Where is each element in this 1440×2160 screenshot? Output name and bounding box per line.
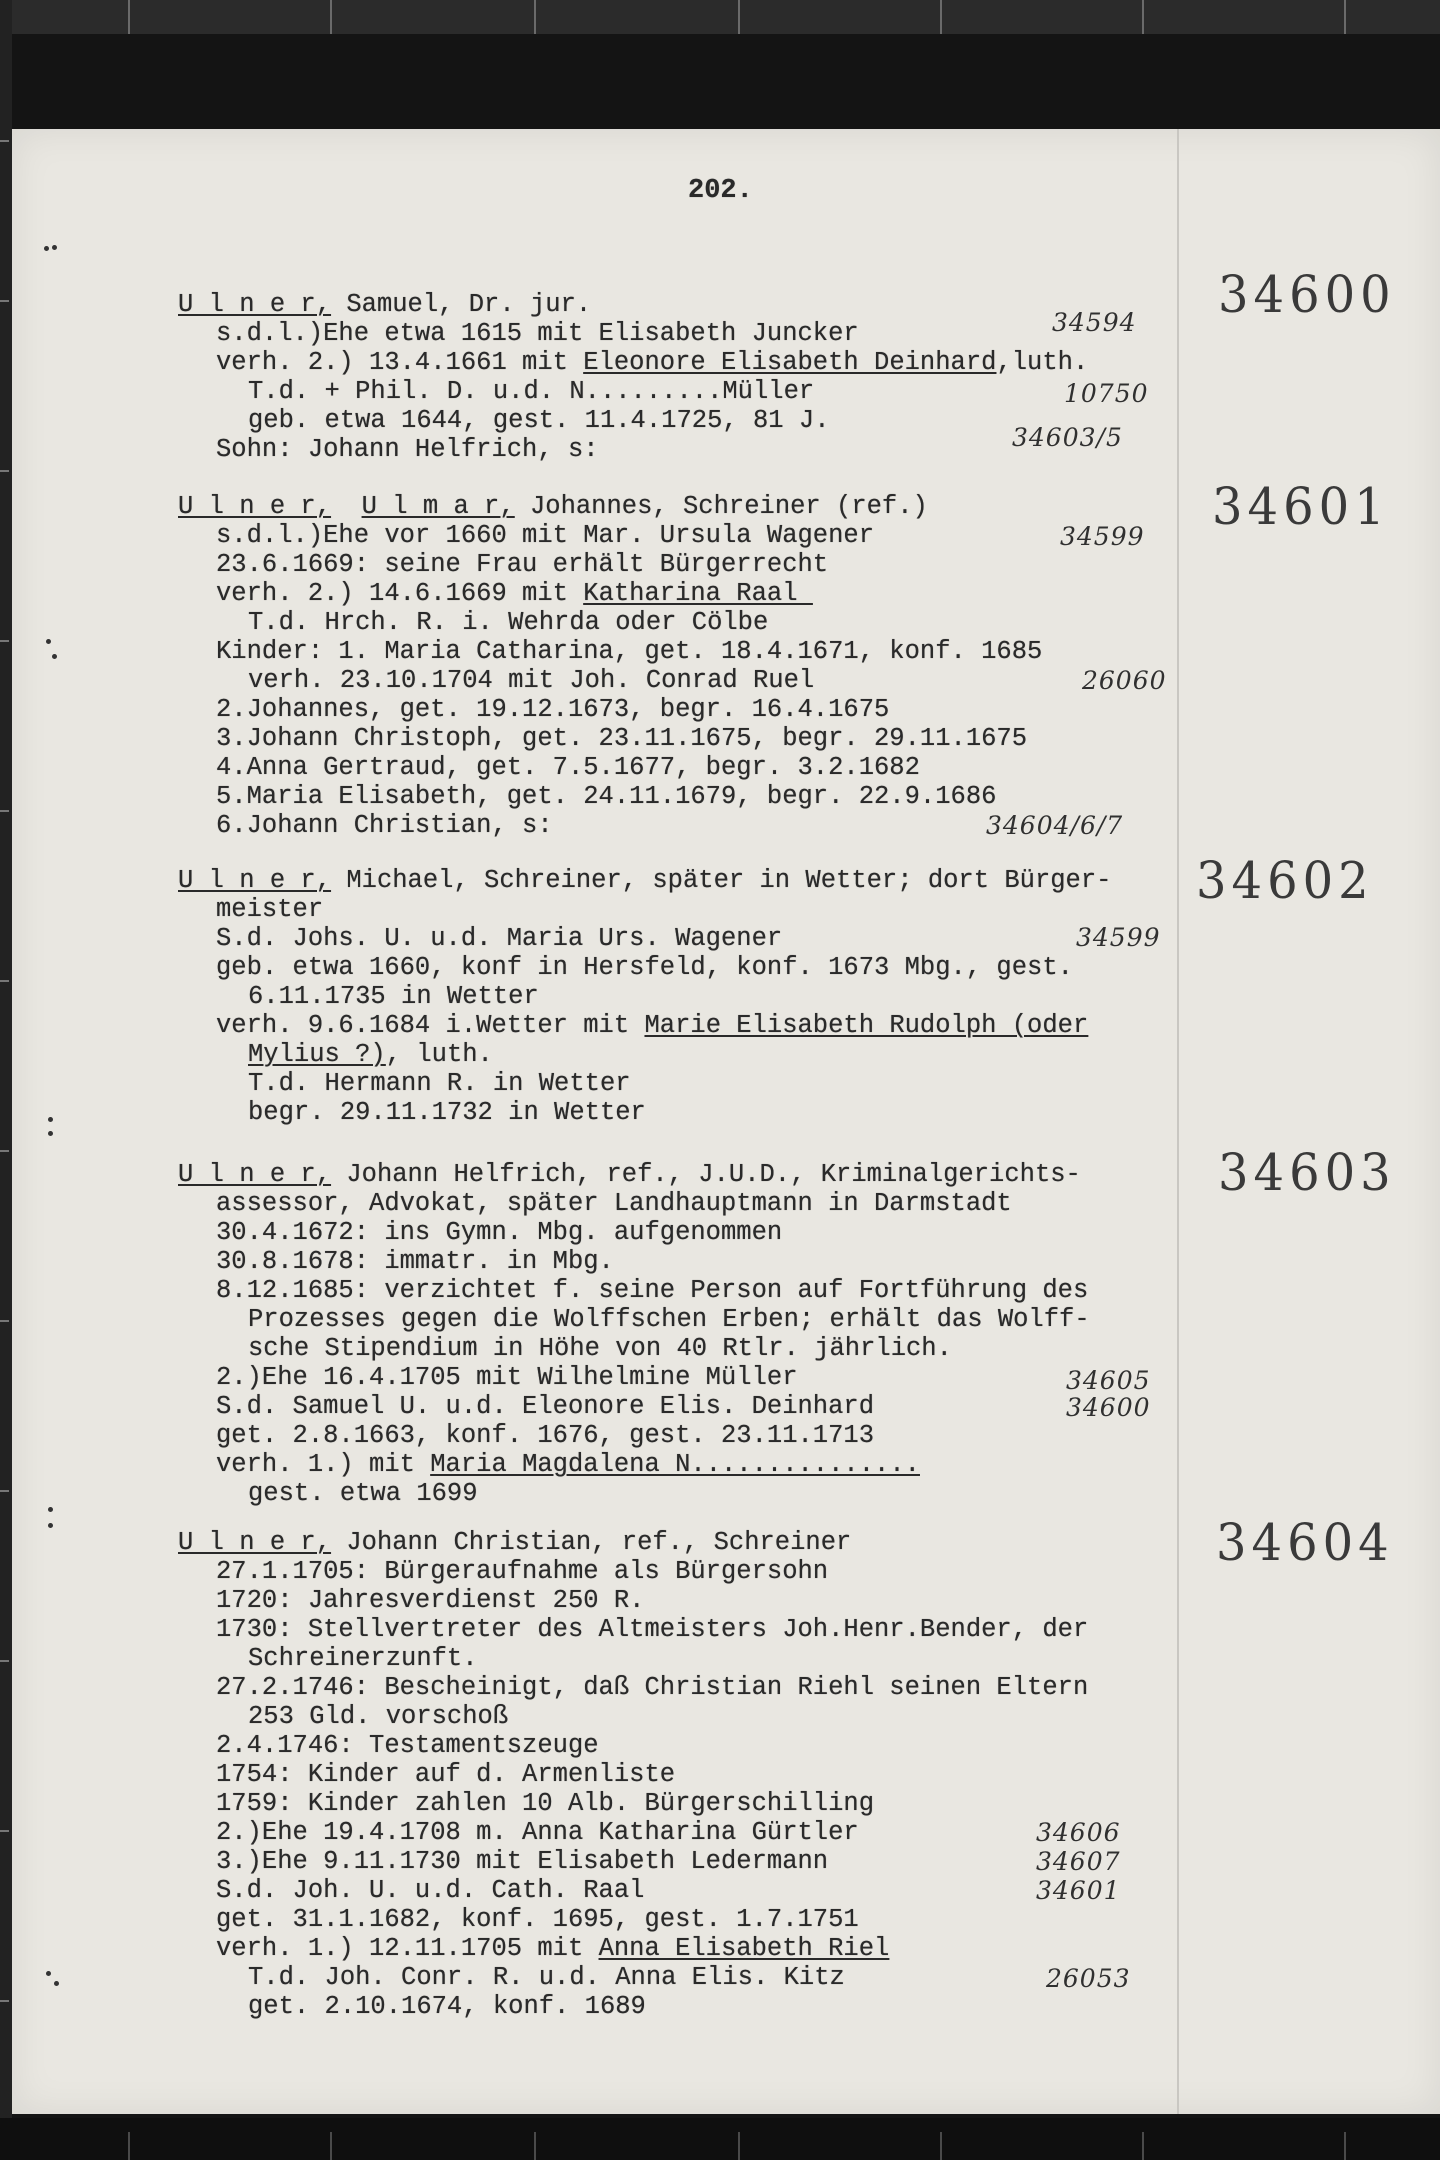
handwritten-note: 34607 (1036, 1847, 1121, 1876)
punch-mark (48, 1131, 53, 1136)
entry-line: 253 Gld. vorschoß (248, 1702, 509, 1731)
entry-line: 4.Anna Gertraud, get. 7.5.1677, begr. 3.2.1682 (216, 753, 920, 782)
film-edge-left (0, 0, 12, 2160)
entry-line: assessor, Advokat, später Landhauptmann in Darmstadt (216, 1189, 1012, 1218)
entry-line: Sohn: Johann Helfrich, s: (216, 435, 599, 464)
register-number: 34602 (1196, 851, 1374, 911)
entry-line: Kinder: 1. Maria Catharina, get. 18.4.1671, konf. 1685 (216, 637, 1043, 666)
punch-mark (44, 246, 49, 251)
entry-line: 3.Johann Christoph, get. 23.11.1675, begr. 29.11.1675 (216, 724, 1028, 753)
entry-line: verh. 2.) 14.6.1669 mit Katharina Raal (216, 579, 813, 608)
surname: U l n e r, (178, 492, 332, 521)
entry-line: T.d. Joh. Conr. R. u.d. Anna Elis. Kitz (248, 1963, 845, 1992)
punch-mark (48, 1507, 53, 1512)
handwritten-note: 34606 (1036, 1818, 1121, 1847)
entry-line: geb. etwa 1644, gest. 11.4.1725, 81 J. (248, 406, 830, 435)
register-number: 34603 (1218, 1143, 1396, 1203)
entry-heading: U l n e r, U l m a r, Johannes, Schreiner (ref.) (178, 492, 928, 521)
entry-line: Prozesses gegen die Wolffschen Erben; erhält das Wolff- (248, 1305, 1090, 1334)
entry-line: verh. 2.) 13.4.1661 mit Eleonore Elisabeth Deinhard,luth. (216, 348, 1089, 377)
handwritten-note: 34599 (1060, 522, 1145, 551)
typed-sheet (12, 129, 1440, 2114)
entry-line: verh. 1.) 12.11.1705 mit Anna Elisabeth Riel (216, 1934, 890, 1963)
handwritten-note: 34599 (1076, 923, 1161, 952)
entry-line: T.d. Hermann R. in Wetter (248, 1069, 631, 1098)
entry-line: 30.4.1672: ins Gymn. Mbg. aufgenommen (216, 1218, 783, 1247)
handwritten-note: 34605 (1066, 1366, 1151, 1395)
entry-line: 6.11.1735 in Wetter (248, 982, 539, 1011)
entry-line: Mylius ?), luth. (248, 1040, 493, 1069)
entry-line: Schreinerzunft. (248, 1644, 478, 1673)
entry-line: 2.)Ehe 16.4.1705 mit Wilhelmine Müller (216, 1363, 798, 1392)
margin-rule (1177, 129, 1179, 2114)
entry-line: 1754: Kinder auf d. Armenliste (216, 1760, 676, 1789)
punch-mark (52, 245, 57, 250)
film-strip-top (0, 0, 1440, 34)
entry-line: verh. 23.10.1704 mit Joh. Conrad Ruel (248, 666, 815, 695)
handwritten-note: 34594 (1052, 308, 1137, 337)
entry-line: 2.4.1746: Testamentszeuge (216, 1731, 599, 1760)
surname: U l n e r, (178, 290, 332, 319)
entry-line: begr. 29.11.1732 in Wetter (248, 1098, 646, 1127)
entry-line: 6.Johann Christian, s: (216, 811, 553, 840)
entry-line: get. 2.10.1674, konf. 1689 (248, 1992, 646, 2021)
punch-mark (46, 639, 51, 644)
entry-heading: U l n e r, Samuel, Dr. jur. (178, 290, 592, 319)
entry-line: 3.)Ehe 9.11.1730 mit Elisabeth Ledermann (216, 1847, 829, 1876)
entry-line: verh. 9.6.1684 i.Wetter mit Marie Elisabeth Rudolph (oder (216, 1011, 1089, 1040)
register-number: 34604 (1216, 1513, 1394, 1573)
handwritten-note: 34600 (1066, 1393, 1151, 1422)
film-strip-bottom (0, 2118, 1440, 2160)
handwritten-note: 34604/6/7 (986, 811, 1124, 840)
surname: U l n e r, (178, 1528, 332, 1557)
punch-mark (52, 654, 57, 659)
register-number: 34601 (1212, 477, 1390, 537)
punch-mark (54, 1981, 59, 1986)
punch-mark (48, 1117, 53, 1122)
entry-line: geb. etwa 1660, konf in Hersfeld, konf. 1673 Mbg., gest. (216, 953, 1073, 982)
handwritten-note: 34603/5 (1012, 423, 1123, 452)
entry-heading: U l n e r, Johann Helfrich, ref., J.U.D., Kriminalgerichts- (178, 1160, 1081, 1189)
entry-line: T.d. Hrch. R. i. Wehrda oder Cölbe (248, 608, 769, 637)
entry-line: T.d. + Phil. D. u.d. N.........Müller (248, 377, 815, 406)
surname-variant: U l m a r, (361, 492, 515, 521)
handwritten-note: 26053 (1046, 1964, 1131, 1993)
entry-line: S.d. Samuel U. u.d. Eleonore Elis. Deinhard (216, 1392, 875, 1421)
entry-line: get. 2.8.1663, konf. 1676, gest. 23.11.1713 (216, 1421, 875, 1450)
punch-mark (48, 1523, 53, 1528)
entry-line: 2.Johannes, get. 19.12.1673, begr. 16.4.1675 (216, 695, 890, 724)
entry-line: sche Stipendium in Höhe von 40 Rtlr. jährlich. (248, 1334, 952, 1363)
entry-line: meister (216, 895, 324, 924)
entry-line: S.d. Joh. U. u.d. Cath. Raal (216, 1876, 645, 1905)
entry-line: 27.2.1746: Bescheinigt, daß Christian Riehl seinen Eltern (216, 1673, 1089, 1702)
entry-heading: U l n e r, Johann Christian, ref., Schreiner (178, 1528, 852, 1557)
entry-heading: U l n e r, Michael, Schreiner, später in Wetter; dort Bürger- (178, 866, 1112, 895)
entry-line: 2.)Ehe 19.4.1708 m. Anna Katharina Gürtler (216, 1818, 859, 1847)
handwritten-note: 26060 (1082, 666, 1167, 695)
entry-line: 30.8.1678: immatr. in Mbg. (216, 1247, 614, 1276)
entry-line: 23.6.1669: seine Frau erhält Bürgerrecht (216, 550, 829, 579)
entry-line: 1759: Kinder zahlen 10 Alb. Bürgerschilling (216, 1789, 875, 1818)
entry-line: verh. 1.) mit Maria Magdalena N............... (216, 1450, 920, 1479)
page-number: 202. (688, 176, 753, 206)
register-number: 34600 (1218, 265, 1396, 325)
entry-line: 8.12.1685: verzichtet f. seine Person auf Fortführung des (216, 1276, 1089, 1305)
entry-line: gest. etwa 1699 (248, 1479, 478, 1508)
entry-line: s.d.l.)Ehe etwa 1615 mit Elisabeth Juncker (216, 319, 859, 348)
punch-mark (46, 1971, 51, 1976)
surname: U l n e r, (178, 1160, 332, 1189)
entry-line: 1720: Jahresverdienst 250 R. (216, 1586, 645, 1615)
entry-line: S.d. Johs. U. u.d. Maria Urs. Wagener (216, 924, 783, 953)
entry-line: 1730: Stellvertreter des Altmeisters Joh.Henr.Bender, der (216, 1615, 1089, 1644)
handwritten-note: 10750 (1064, 379, 1149, 408)
entry-line: 27.1.1705: Bürgeraufnahme als Bürgersohn (216, 1557, 829, 1586)
surname: U l n e r, (178, 866, 332, 895)
entry-line: get. 31.1.1682, konf. 1695, gest. 1.7.1751 (216, 1905, 859, 1934)
entry-line: s.d.l.)Ehe vor 1660 mit Mar. Ursula Wagener (216, 521, 875, 550)
entry-line: 5.Maria Elisabeth, get. 24.11.1679, begr. 22.9.1686 (216, 782, 997, 811)
handwritten-note: 34601 (1036, 1876, 1121, 1905)
